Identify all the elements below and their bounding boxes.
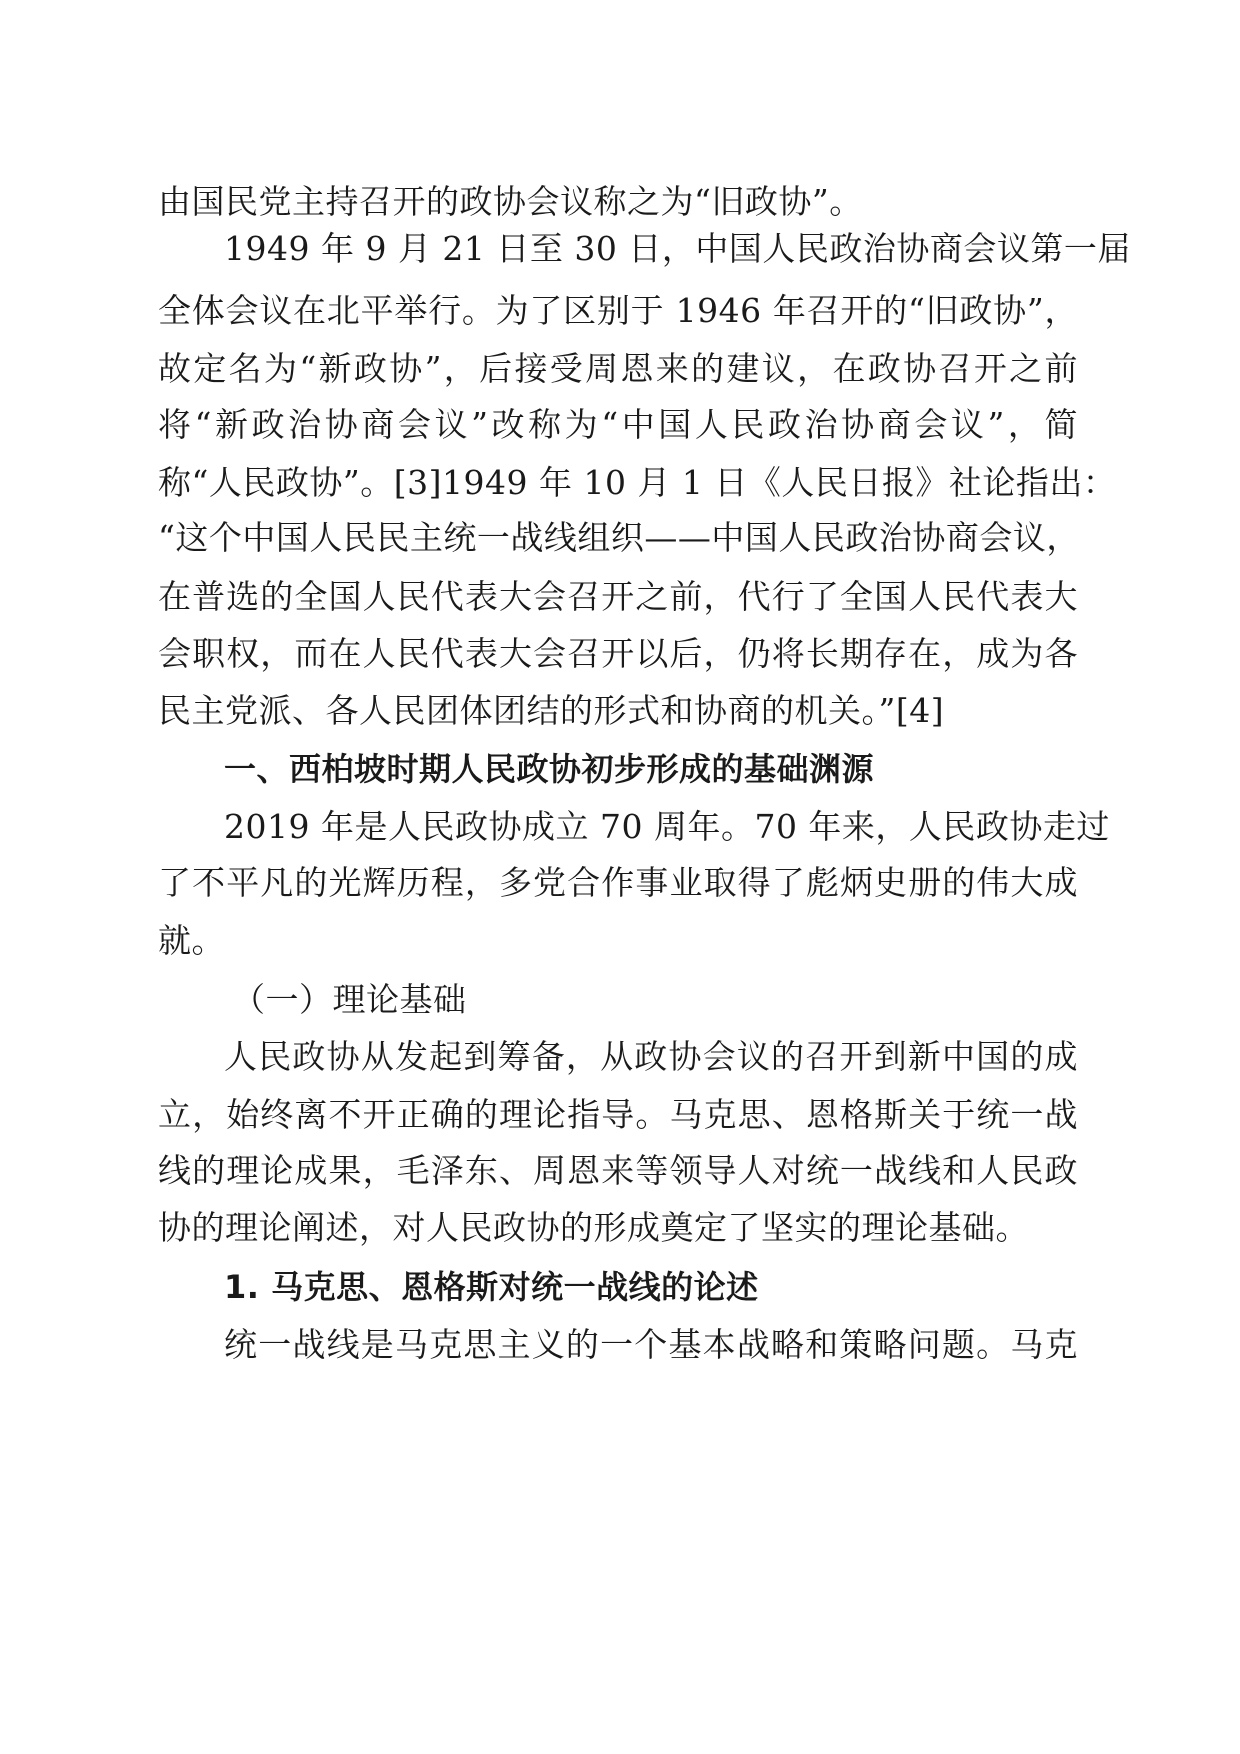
text-line: 就。 — [158, 921, 225, 960]
text-line: 由国民党主持召开的政协会议称之为“旧政协”。 — [158, 182, 863, 221]
text-line: 全体会议在北平举行。为了区别于 1946 年召开的“旧政协”， — [158, 291, 1078, 330]
text-line: 称“人民政协”。[3]1949 年 10 月 1 日《人民日报》社论指出： — [158, 463, 1117, 502]
quote-line: “这个中国人民民主统一战线组织——中国人民政治协商会议， — [158, 518, 1080, 557]
text-line: 在普选的全国人民代表大会召开之前，代行了全国人民代表大 — [158, 577, 1078, 616]
paragraph-first-line: 统一战线是马克思主义的一个基本战略和策略问题。马克 — [224, 1325, 1078, 1364]
subsection-heading: （一）理论基础 — [232, 980, 467, 1019]
text-line: 将“新政治协商会议”改称为“中国人民政治协商会议”，简 — [158, 405, 1078, 444]
text-line: 了不平凡的光辉历程，多党合作事业取得了彪炳史册的伟大成 — [158, 863, 1078, 902]
text-line: 协的理论阐述，对人民政协的形成奠定了坚实的理论基础。 — [158, 1208, 1029, 1247]
paragraph-first-line: 人民政协从发起到筹备，从政协会议的召开到新中国的成 — [224, 1037, 1078, 1076]
section-heading: 一、西柏坡时期人民政协初步形成的基础渊源 — [224, 750, 875, 788]
text-line: 会职权，而在人民代表大会召开以后，仍将长期存在，成为各 — [158, 634, 1078, 673]
text-line: 线的理论成果，毛泽东、周恩来等领导人对统一战线和人民政 — [158, 1151, 1078, 1190]
text-line: 立，始终离不开正确的理论指导。马克思、恩格斯关于统一战 — [158, 1095, 1078, 1134]
paragraph-first-line: 2019 年是人民政协成立 70 周年。70 年来，人民政协走过 — [224, 807, 1110, 846]
numbered-heading: 1. 马克思、恩格斯对统一战线的论述 — [224, 1268, 759, 1306]
text-line: 民主党派、各人民团体团结的形式和协商的机关。”[4] — [158, 691, 945, 730]
text-line: 故定名为“新政协”，后接受周恩来的建议，在政协召开之前 — [158, 349, 1078, 388]
paragraph-first-line: 1949 年 9 月 21 日至 30 日，中国人民政治协商会议第一届 — [224, 229, 1131, 268]
